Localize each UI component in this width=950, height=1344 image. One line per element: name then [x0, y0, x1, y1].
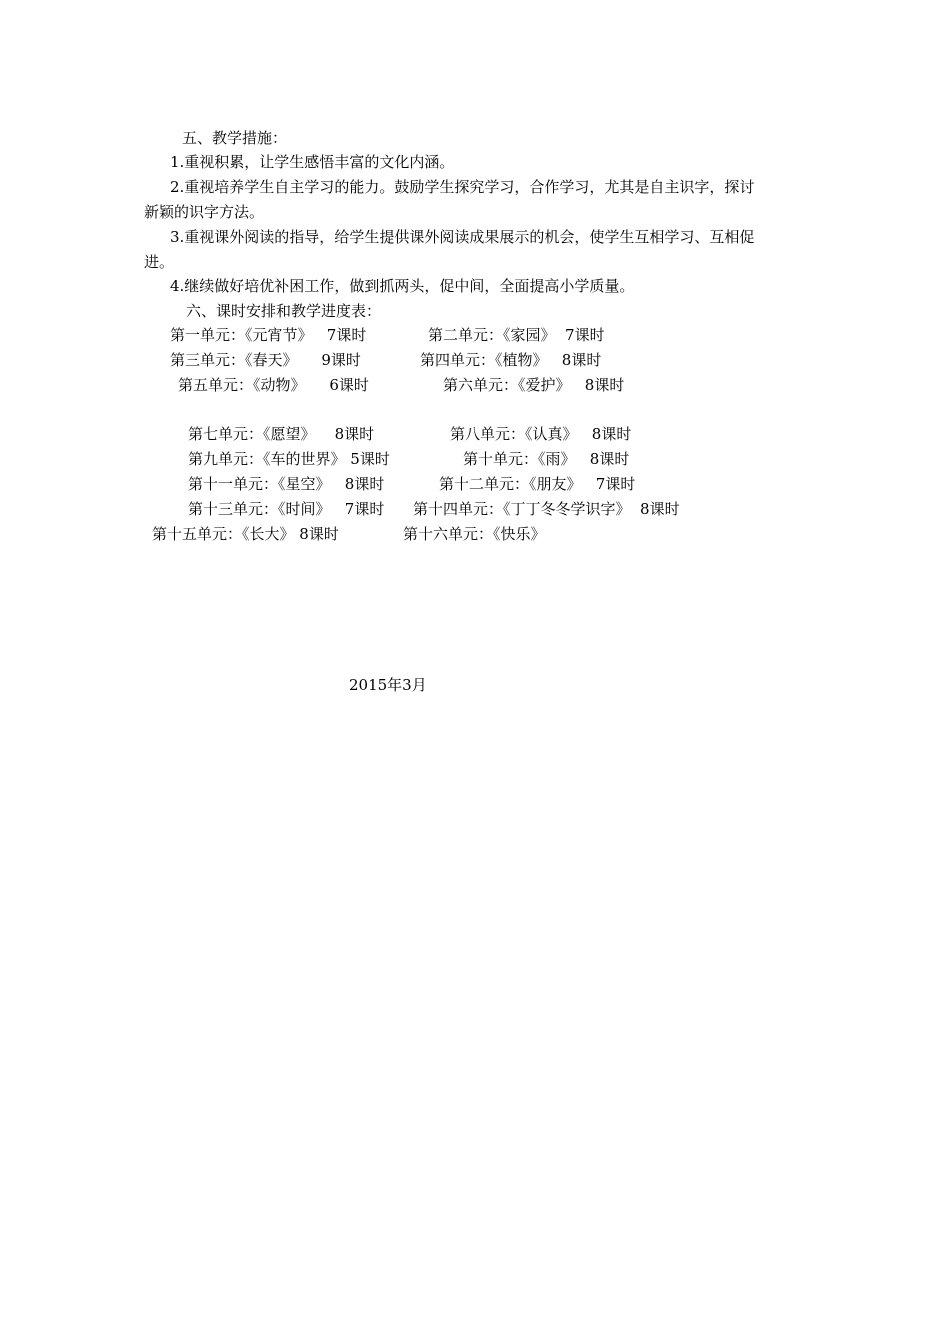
- unit-10-schedule: 第十单元：《雨》 8课时: [463, 450, 630, 468]
- unit-1-schedule: 第一单元：《元宵节》 7课时: [170, 326, 367, 344]
- measure-item-4: 4.继续做好培优补困工作，做到抓两头，促中间，全面提高小学质量。: [170, 277, 635, 295]
- document-date: 2015年3月: [349, 676, 427, 694]
- unit-13-schedule: 第十三单元：《时间》 7课时: [188, 500, 385, 518]
- unit-14-schedule: 第十四单元：《丁丁冬冬学识字》 8课时: [413, 500, 680, 518]
- measure-item-2-line-2: 新颖的识字方法。: [144, 203, 265, 221]
- unit-2-schedule: 第二单元：《家园》 7课时: [428, 326, 605, 344]
- unit-5-schedule: 第五单元：《动物》 6课时: [178, 376, 369, 394]
- unit-9-schedule: 第九单元：《车的世界》 5课时: [188, 450, 390, 468]
- unit-15-schedule: 第十五单元：《长大》 8课时: [152, 525, 339, 543]
- unit-12-schedule: 第十二单元：《朋友》 7课时: [439, 475, 636, 493]
- measure-item-2-line-1: 2.重视培养学生自主学习的能力。鼓励学生探究学习，合作学习，尤其是自主识字，探讨: [170, 178, 755, 196]
- measure-item-3-line-1: 3.重视课外阅读的指导，给学生提供课外阅读成果展示的机会，使学生互相学习、互相促: [170, 228, 755, 246]
- unit-3-schedule: 第三单元：《春天》 9课时: [170, 351, 361, 369]
- unit-11-schedule: 第十一单元：《星空》 8课时: [188, 475, 385, 493]
- unit-16-schedule: 第十六单元：《快乐》: [403, 525, 546, 543]
- unit-7-schedule: 第七单元：《愿望》 8课时: [188, 425, 375, 443]
- unit-6-schedule: 第六单元：《爱护》 8课时: [443, 376, 625, 394]
- section-5-heading: 五、教学措施：: [182, 129, 288, 147]
- section-6-heading: 六、课时安排和教学进度表：: [186, 302, 382, 320]
- measure-item-3-line-2: 进。: [144, 253, 175, 271]
- measure-item-1: 1.重视积累，让学生感悟丰富的文化内涵。: [170, 153, 455, 171]
- unit-4-schedule: 第四单元：《植物》 8课时: [420, 351, 602, 369]
- unit-8-schedule: 第八单元：《认真》 8课时: [450, 425, 632, 443]
